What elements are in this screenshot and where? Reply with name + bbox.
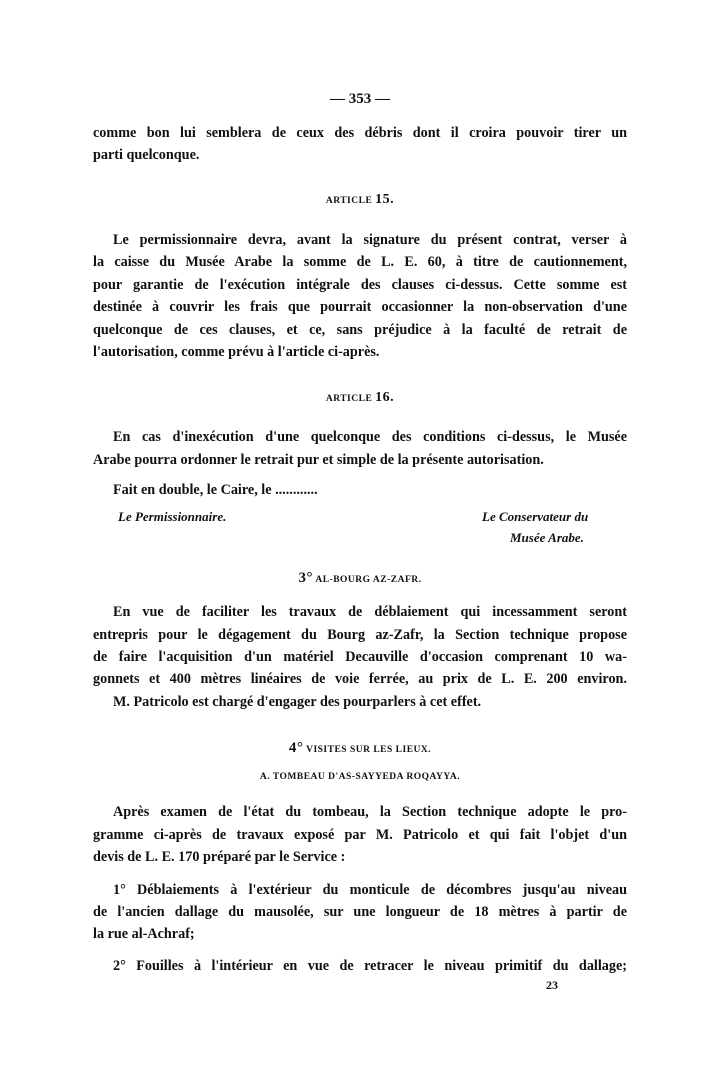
text-line: parti quelconque. xyxy=(93,147,200,163)
text-line: Fait en double, le Caire, le ............ xyxy=(113,482,318,498)
signature-permissionnaire: Le Permissionnaire. xyxy=(118,509,227,524)
heading-label: AL-BOURG AZ-ZAFR. xyxy=(315,575,422,585)
text-line: quelconque de ces clauses, et ce, sans préjudice à la faculté de retrait de xyxy=(93,322,627,338)
text-line: Arabe pourra ordonner le retrait pur et simple de la présente autorisation. xyxy=(93,452,544,468)
text-line: M. Patricolo est chargé d'engager des pourparlers à cet effet. xyxy=(113,694,482,710)
signature-conservateur-line1: Le Conservateur du xyxy=(482,509,589,524)
text-line: gramme ci-après de travaux exposé par M. Patricolo et qui fait l'objet d'un xyxy=(93,827,627,843)
signature-conservateur-line2: Musée Arabe. xyxy=(510,530,584,545)
section-heading xyxy=(93,739,627,759)
text-line: pour garantie de l'exécution intégrale des clauses ci-dessus. Cette somme est xyxy=(93,277,627,293)
text-line: destinée à couvrir les frais que pourrait occasionner la non-observation d'une xyxy=(93,299,627,315)
text-line: gonnets et 400 mètres linéaires de voie ferrée, au prix de L. E. 200 environ. xyxy=(93,671,627,687)
text-line: comme bon lui semblera de ceux des débris dont il croira pouvoir tirer un xyxy=(93,125,627,141)
heading-label: ARTICLE xyxy=(325,394,373,404)
text-line: En cas d'inexécution d'une quelconque des conditions ci-dessus, le Musée xyxy=(113,429,627,445)
page-number: — 353 — xyxy=(330,91,390,107)
signature-mark: 23 xyxy=(546,978,558,992)
text-line: la caisse du Musée Arabe la somme de L. E. 60, à titre de cautionnement, xyxy=(93,254,627,270)
text-line: entrepris pour le dégagement du Bourg az-Zafr, la Section technique propose xyxy=(93,627,627,643)
text-line: devis de L. E. 170 préparé par le Service : xyxy=(93,849,346,865)
heading-label: ARTICLE xyxy=(325,196,373,206)
heading-number: 3° xyxy=(298,570,313,586)
text-line: En vue de faciliter les travaux de déblaiement qui incessamment seront xyxy=(113,604,627,620)
section-heading xyxy=(93,569,627,589)
text-line: de l'ancien dallage du mausolée, sur une longueur de 18 mètres à partir de xyxy=(93,904,627,920)
text-line: de faire l'acquisition d'un matériel Decauville d'occasion comprenant 10 wa- xyxy=(93,649,627,665)
section-heading xyxy=(93,389,627,408)
text-line: la rue al-Achraf; xyxy=(93,926,195,942)
heading-label: VISITES SUR LES LIEUX. xyxy=(306,745,432,755)
text-line: 1° Déblaiements à l'extérieur du monticule de décombres jusqu'au niveau xyxy=(113,882,627,898)
section-heading xyxy=(93,191,627,210)
text-line: Après examen de l'état du tombeau, la Section technique adopte le pro- xyxy=(113,804,627,820)
text-line: 2° Fouilles à l'intérieur en vue de retracer le niveau primitif du dallage; xyxy=(113,958,627,974)
subsection-heading: A. TOMBEAU D'AS-SAYYEDA ROQAYYA. xyxy=(259,772,461,782)
text-line: l'autorisation, comme prévu à l'article ci-après. xyxy=(93,344,380,360)
text-line: Le permissionnaire devra, avant la signature du présent contrat, verser à xyxy=(113,232,627,248)
heading-number: 15. xyxy=(375,192,395,207)
heading-number: 16. xyxy=(375,390,395,405)
heading-number: 4° xyxy=(288,740,304,756)
